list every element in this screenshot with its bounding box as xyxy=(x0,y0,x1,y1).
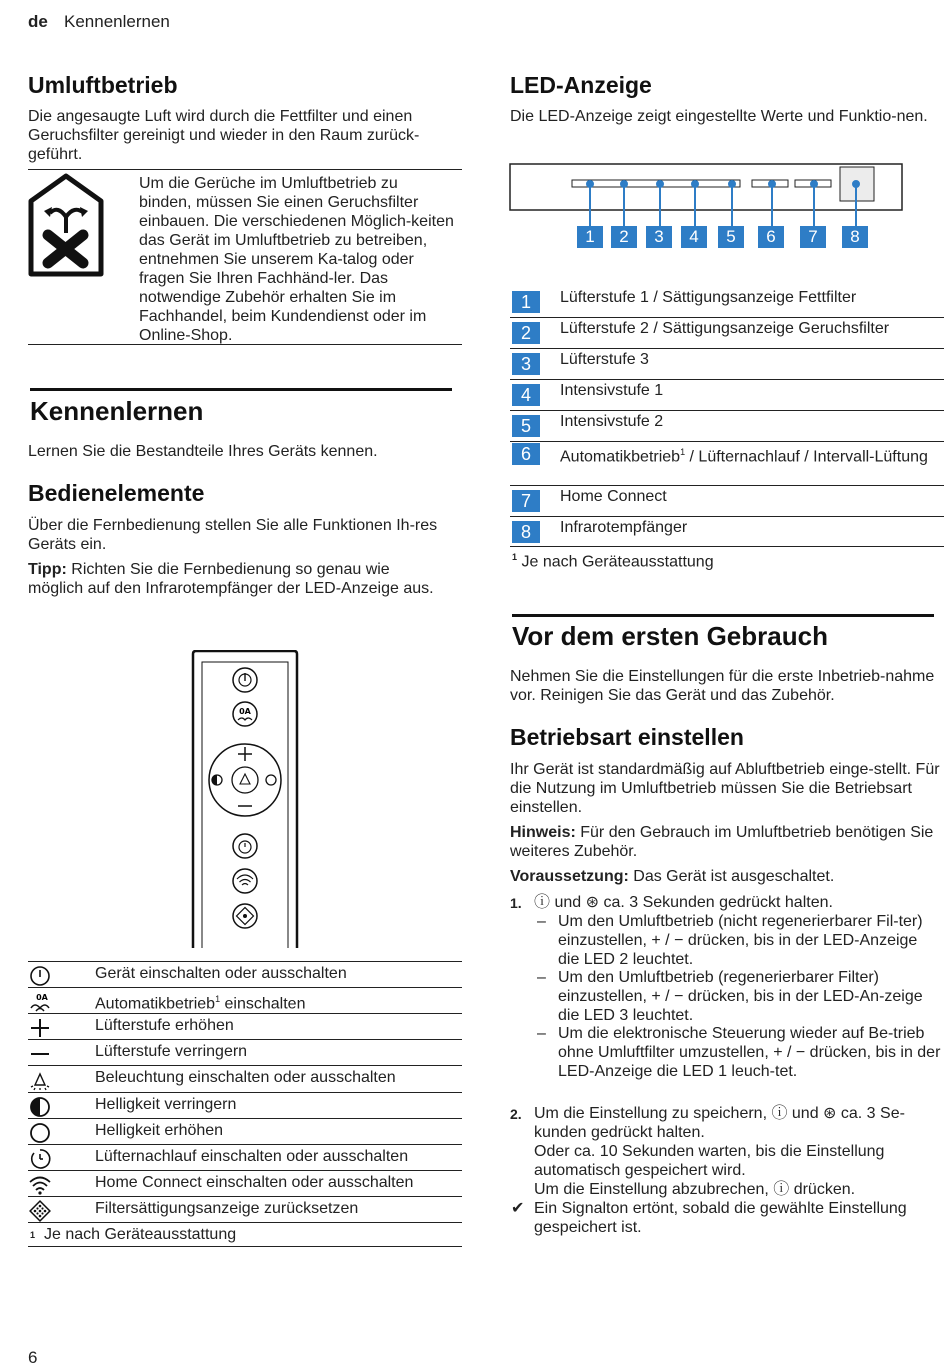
led-number-badge: 4 xyxy=(512,384,540,406)
control-row xyxy=(28,987,462,1014)
power-icon xyxy=(28,965,52,987)
prerequisite-paragraph xyxy=(510,867,944,886)
step1-text-body: und ⊛ ca. 3 Sekunden gedrückt halten. xyxy=(550,894,833,911)
controls-footnote xyxy=(28,1222,462,1247)
remote-filter-button[interactable] xyxy=(233,904,257,928)
bullet-dash: – xyxy=(537,969,546,986)
bedien-intro: Über die Fernbedienung stellen Sie alle Funktionen Ih-res Geräts ein. xyxy=(28,517,438,553)
led-label: Automatikbetrieb$^1$ / Lüfternachlauf / Intervall-Lüftung xyxy=(560,447,928,466)
led-number-badge: 6 xyxy=(512,443,540,465)
footnote-mark: 1 xyxy=(30,1230,36,1240)
led-callout-7: 7 xyxy=(800,226,826,248)
remote-timer-button[interactable] xyxy=(233,834,257,858)
control-row xyxy=(28,1170,462,1197)
table-bottom-rule xyxy=(28,1246,462,1247)
mode-title: Betriebsart einstellen xyxy=(510,724,744,750)
step1-sub1: Um den Umluftbetrieb (nicht regenerierbarer Fil-ter) einzustellen, + / − drücken, bis in der LED-Anzeige die LED 2 leuchtet. xyxy=(558,913,923,968)
plus-icon xyxy=(28,1017,52,1039)
led-row xyxy=(510,516,944,547)
led-number-badge: 3 xyxy=(512,353,540,375)
control-label: Helligkeit erhöhen xyxy=(95,1121,224,1139)
led-row xyxy=(510,379,944,411)
control-row xyxy=(28,1065,462,1092)
remote-auto-label: 0A xyxy=(239,707,251,716)
checkmark-icon: ✔ xyxy=(511,1200,525,1217)
section-rule xyxy=(30,388,452,391)
mode-intro: Ihr Gerät ist standardmäßig auf Abluftbetrieb einge-stellt. Für die Nutzung im Umluftbetrieb müssen Sie die Betriebsart einstellen. xyxy=(510,761,940,816)
control-label: Filtersättigungsanzeige zurücksetzen xyxy=(95,1199,359,1217)
step2-number: 2. xyxy=(510,1106,522,1122)
tip-paragraph xyxy=(28,560,448,598)
control-label: Automatikbetrieb$^1$ einschalten xyxy=(95,994,306,1013)
led-number-badge: 8 xyxy=(512,521,540,543)
led-number-badge: 2 xyxy=(512,322,540,344)
led-label: Intensivstufe 2 xyxy=(560,413,664,430)
control-row xyxy=(28,1196,462,1223)
control-row xyxy=(28,961,462,988)
tip-label: Tipp: xyxy=(28,561,67,578)
svg-text:0A: 0A xyxy=(36,993,48,1003)
led-number-badge: 5 xyxy=(512,415,540,437)
led-label: Infrarotempfänger xyxy=(560,519,688,536)
led-row xyxy=(510,485,944,517)
minus-icon xyxy=(28,1043,52,1065)
prerequisite-text: Das Gerät ist ausgeschaltet. xyxy=(628,868,835,885)
led-footnote-text: Je nach Geräteausstattung xyxy=(521,553,714,571)
control-label: Lüfterstufe verringern xyxy=(95,1043,248,1061)
step2-text: Um die Einstellung zu speichern, ⓘ und ⊛ ca. 3 Se-kunden gedrückt halten. Oder ca. 10 Sekunden warten, bis die Einstellung automatisch gespeichert wird. Um die Einstellung abzubrechen, ⓘ drücken. xyxy=(534,1105,905,1198)
control-label: Helligkeit verringern xyxy=(95,1095,237,1113)
led-label: Lüfterstufe 2 / Sättigungsanzeige Geruchsfilter xyxy=(560,320,890,337)
led-label: Lüfterstufe 1 / Sättigungsanzeige Fettfilter xyxy=(560,289,857,306)
divider xyxy=(28,344,462,345)
wifi-icon xyxy=(28,1174,52,1196)
control-label: Lüfternachlauf einschalten oder ausschalten xyxy=(95,1147,409,1165)
auto-fan-icon xyxy=(28,991,52,1013)
umluft-note: Um die Gerüche im Umluftbetrieb zu binden, müssen Sie einen Geruchsfilter einbauen. Die verschiedenen Möglich-keiten das Gerät im Umluftbetrieb zu betreiben, entnehmen Sie unserem Ka-talog oder fragen Sie Ihren Fachhänd-ler. Das notwendige Zubehör erhalten Sie im Fachhandel, beim Kundendienst oder im Online-Shop. xyxy=(139,175,454,344)
page-number: 6 xyxy=(28,1348,38,1367)
kennenlernen-title: Kennenlernen xyxy=(30,396,204,426)
timer-icon xyxy=(28,1148,52,1170)
led-number-badge: 7 xyxy=(512,490,540,512)
control-row xyxy=(28,1092,462,1119)
bullet-dash: – xyxy=(537,913,546,930)
led-row xyxy=(510,441,944,486)
led-title: LED-Anzeige xyxy=(510,72,652,98)
prerequisite-label: Voraussetzung: xyxy=(510,868,629,885)
control-label: Beleuchtung einschalten oder ausschalten xyxy=(95,1069,396,1087)
umluft-intro: Die angesaugte Luft wird durch die Fettfilter und einen Geruchsfilter gereinigt und wieder in den Raum zurück-geführt. xyxy=(28,108,420,163)
led-row xyxy=(510,348,944,380)
filter-reset-icon xyxy=(28,1200,52,1222)
step1-sub2: Um den Umluftbetrieb (regenerierbarer Filter) einzustellen, + / − drücken, bis in der LED-An-zeige die LED 3 leuchtet. xyxy=(558,969,923,1024)
led-footnote xyxy=(512,548,714,571)
hint-text: Für den Gebrauch im Umluftbetrieb benötigen Sie weiteres Zubehör. xyxy=(510,824,934,860)
control-row xyxy=(28,1013,462,1040)
led-row xyxy=(510,286,944,318)
bullet-dash: – xyxy=(537,1025,546,1042)
running-header: Kennenlernen xyxy=(64,12,170,31)
led-callout-1: 1 xyxy=(577,226,603,248)
section-rule xyxy=(512,614,934,617)
step1-number: 1. xyxy=(510,895,522,911)
footnote-mark: 1 xyxy=(512,552,518,562)
step1-text xyxy=(534,893,944,912)
divider xyxy=(28,169,462,170)
control-label: Gerät einschalten oder ausschalten xyxy=(95,965,347,982)
half-moon-icon xyxy=(28,1096,52,1118)
led-intro: Die LED-Anzeige zeigt eingestellte Werte und Funktio-nen. xyxy=(510,108,928,125)
led-label: Lüfterstufe 3 xyxy=(560,351,649,368)
light-icon xyxy=(28,1069,52,1091)
led-callout-2: 2 xyxy=(611,226,637,248)
tip-text: Richten Sie die Fernbedienung so genau wie möglich auf den Infrarotempfänger der LED-Anzeige aus. xyxy=(28,561,434,597)
led-callout-3: 3 xyxy=(646,226,672,248)
first-use-title: Vor dem ersten Gebrauch xyxy=(512,621,828,651)
step1-sub3: Um die elektronische Steuerung wieder auf Be-trieb ohne Umluftfilter umzustellen, + / − drücken, bis in der LED-Anzeige die LED 1 leuch-tet. xyxy=(558,1025,941,1080)
led-label: Home Connect xyxy=(560,488,667,505)
circle-icon xyxy=(28,1122,52,1144)
bedien-title: Bedienelemente xyxy=(28,480,205,506)
led-callout-5: 5 xyxy=(718,226,744,248)
control-label: Home Connect einschalten oder ausschalten xyxy=(95,1173,414,1191)
recirculation-house-icon xyxy=(28,173,104,277)
remote-dpad[interactable] xyxy=(209,744,281,816)
led-row xyxy=(510,317,944,349)
remote-control-illustration xyxy=(190,650,300,948)
controls-footnote-text: Je nach Geräteausstattung xyxy=(44,1226,237,1243)
hint-paragraph xyxy=(510,823,944,861)
control-row xyxy=(28,1144,462,1171)
led-callout-4: 4 xyxy=(681,226,707,248)
control-row xyxy=(28,1039,462,1066)
led-number-badge: 1 xyxy=(512,291,540,313)
remote-auto-button[interactable] xyxy=(233,702,257,726)
control-row xyxy=(28,1118,462,1145)
info-icon: ⓘ xyxy=(534,894,551,911)
language-code: de xyxy=(28,12,48,31)
led-callout-6: 6 xyxy=(758,226,784,248)
result-text: Ein Signalton ertönt, sobald die gewählte Einstellung gespeichert ist. xyxy=(534,1200,907,1236)
hint-label: Hinweis: xyxy=(510,824,576,841)
led-label: Intensivstufe 1 xyxy=(560,382,664,399)
remote-power-button[interactable] xyxy=(233,668,257,692)
control-label: Lüfterstufe erhöhen xyxy=(95,1017,234,1035)
led-row xyxy=(510,410,944,442)
led-callout-8: 8 xyxy=(842,226,868,248)
remote-wifi-button[interactable] xyxy=(233,869,257,893)
umluft-title: Umluftbetrieb xyxy=(28,72,178,98)
first-use-intro: Nehmen Sie die Einstellungen für die erste Inbetrieb-nahme vor. Reinigen Sie das Gerät und das Zubehör. xyxy=(510,668,935,704)
kennenlernen-intro: Lernen Sie die Bestandteile Ihres Geräts kennen. xyxy=(28,443,378,460)
